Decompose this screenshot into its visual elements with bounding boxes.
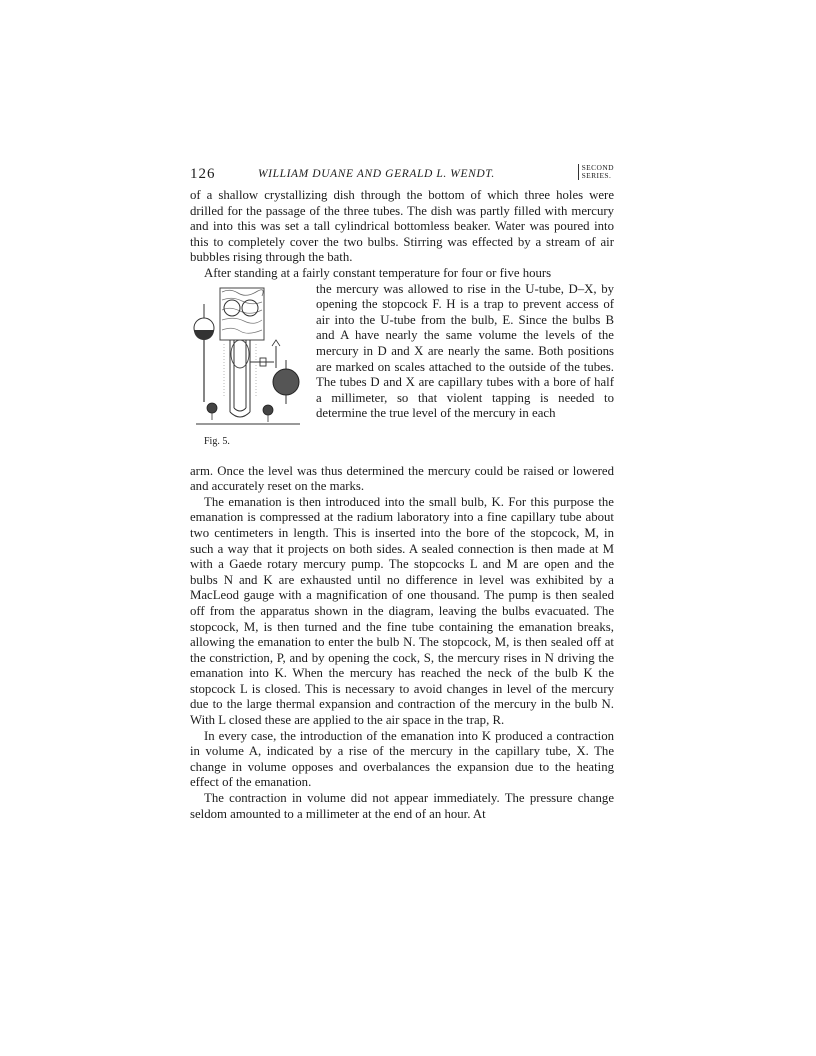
series-line-2: SERIES. [581,171,612,180]
apparatus-diagram [190,284,306,434]
paragraph-2-tail: arm. Once the level was thus determined the mercury could be raised or lowered and accurately reset on the marks. [190,463,614,494]
paragraph-1: of a shallow crystallizing dish through the bottom of which three holes were drilled for the passage of the three tubes. The dish was partly filled with mercury and into this was set a tall cylindrical bottomless beaker. Water was poured into this to completely cover the two bulbs. Stirring was effected by a stream of air bubbles rising through the bath. [190,188,614,265]
page-number: 126 [190,166,216,182]
paragraph-5: The contraction in volume did not appear immediately. The pressure change seldom amounted to a millimeter at the end of an hour. At [190,791,614,821]
paper-page [190,160,614,822]
paragraph-3: The emanation is then introduced into the small bulb, K. For this purpose the emanation is compressed at the radium laboratory into a fine capillary tube about two centimeters in length. This is inserted into the bore of the stopcock, M, in such a way that it projects on both sides. A sealed connection is then made at M with a Gaede rotary mercury pump. The stopcocks L and M are open and the bulbs N and K are exhausted until no difference in level was exhibited by a MacLeod gauge with a magnification of one thousand. The pump is then sealed off from the apparatus shown in the diagram, leaving the bulbs evacuated. The stopcock, M, is then turned and the fine tube containing the emanation breaks, allowing the emanation to enter the bulb N. The stopcock, M, is then sealed off at the constriction, P, and by opening the cock, S, the mercury rises in N driving the emanation into K. When the mercury has reached the neck of the bulb K the stopcock L is closed. This is necessary to avoid changes in level of the mercury due to the large thermal expansion and contraction of the mercury in the bulb N. With L closed these are applied to the air space in the trap, R. [190,494,614,728]
paragraph-4: In every case, the introduction of the emanation into K produced a contraction in volume A, indicated by a rise of the mercury in the capillary tube, X. The change in volume opposes and overbalances the expansion due to the heating effect of the emanation. [190,728,614,790]
figure-apparatus [190,284,306,464]
body-text [190,188,614,822]
paragraph-2-wrapped: the mercury was allowed to rise in the U-tube, D–X, by opening the stopcock F. H is a trap to prevent access of air into the U-tube from the bulb, E. Since the bulbs B and A have nearly the same volume the levels of the mercury in D and X are nearly the same. Both positions are marked on scales attached to the outside of the tubes. The tubes D and X are capillary tubes with a bore of half a millimeter, so that violent tapping is needed to determine the true level of the mercury in each [316,281,614,421]
series-marker [578,164,614,180]
page-header [190,160,614,188]
paragraph-2-lead: After standing at a fairly constant temperature for four or five hours [204,265,552,280]
running-title: WILLIAM DUANE AND GERALD L. WENDT. [258,168,495,180]
series-line-1: SECOND [581,163,614,172]
figure-caption: Fig. 5. [204,435,230,447]
